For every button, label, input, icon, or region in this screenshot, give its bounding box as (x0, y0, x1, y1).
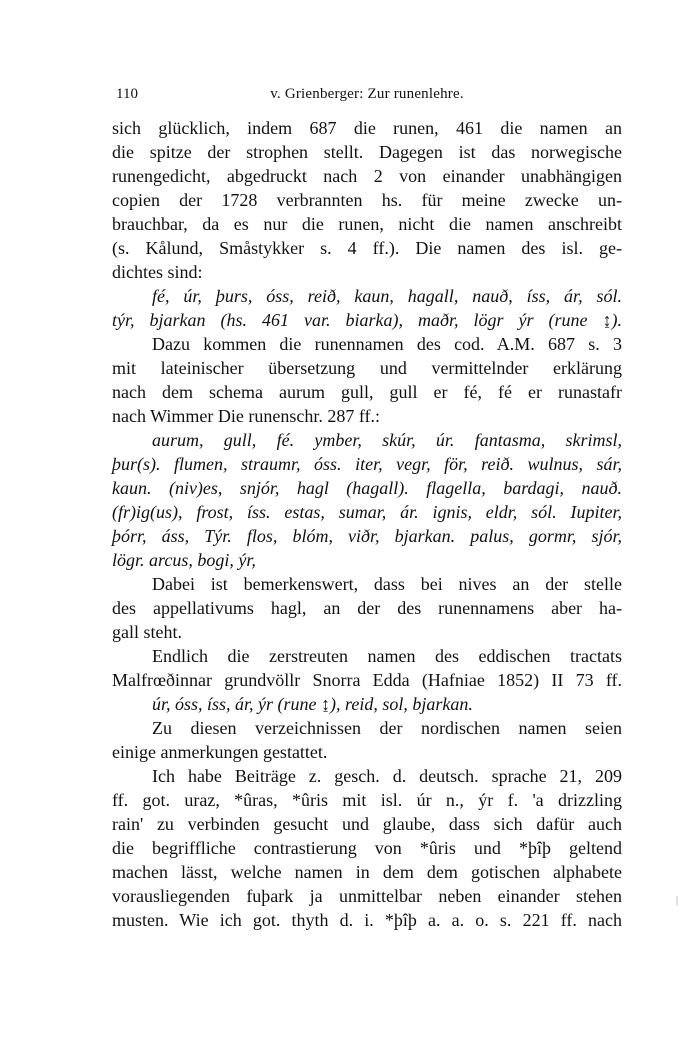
text-line: einige anmerkungen gestattet. (112, 742, 328, 762)
text-line: Zu diesen verzeichnissen der nordischen namen seien (152, 718, 622, 738)
text-line: ff. got. uraz, *ûras, *ûris mit isl. úr n., ýr f. 'a drizzling (112, 790, 622, 810)
text-line: Malfrœðinnar grundvöllr Snorra Edda (Hafniae 1852) II 73 ff. (112, 670, 622, 690)
text-line: (s. Kålund, Småstykker s. 4 ff.). Die namen des isl. ge- (112, 238, 622, 258)
text-line: gall steht. (112, 622, 182, 642)
text-line: þur(s). flumen, straumr, óss. iter, vegr, för, reið. wulnus, sár, (112, 454, 622, 474)
text-line: Endlich die zerstreuten namen des eddischen tractats (152, 646, 622, 666)
body-text (112, 116, 622, 932)
text-line: vorausliegenden fuþark ja unmittelbar neben einander stehen (112, 886, 622, 906)
text-line: (fr)ig(us), frost, íss. estas, sumar, ár. ignis, eldr, sól. Iupiter, (112, 502, 622, 522)
text-line: die spitze der strophen stellt. Dagegen ist das norwegische (112, 142, 622, 162)
text-line: sich glücklich, indem 687 die runen, 461 die namen an (112, 118, 622, 138)
text-line: kaun. (niv)es, snjór, hagl (hagall). flagella, bardagi, nauð. (112, 478, 622, 498)
page-header (112, 86, 622, 108)
page-number: 110 (116, 86, 138, 102)
margin-mark: | (676, 895, 679, 906)
text-line: brauchbar, da es nur die runen, nicht die namen anschreibt (112, 214, 622, 234)
text-line: runengedicht, abgedruckt nach 2 von einander unabhängigen (112, 166, 622, 186)
text-line: mit lateinischer übersetzung und vermittelnder erklärung (112, 358, 622, 378)
text-line: dichtes sind: (112, 262, 203, 282)
text-line: týr, bjarkan (hs. 461 var. biarka), maðr, lögr ýr (rune ↨). (112, 310, 622, 330)
text-line: Ich habe Beiträge z. gesch. d. deutsch. sprache 21, 209 (152, 766, 622, 786)
text-line: musten. Wie ich got. thyth d. i. *þîþ a. a. o. s. 221 ff. nach (112, 910, 622, 930)
text-line: machen lässt, welche namen in dem dem gotischen alphabete (112, 862, 622, 882)
text-line: die begriffliche contrastierung von *ûris und *þîþ geltend (112, 838, 622, 858)
text-line: nach Wimmer Die runenschr. 287 ff.: (112, 406, 381, 426)
text-line: Dabei ist bemerkenswert, dass bei nives an der stelle (152, 574, 622, 594)
text-line: úr, óss, íss, ár, ýr (rune ↨), reid, sol, bjarkan. (152, 694, 473, 714)
text-line: copien der 1728 verbrannten hs. für meine zwecke un- (112, 190, 622, 210)
text-line: aurum, gull, fé. ymber, skúr, úr. fantasma, skrimsl, (152, 430, 622, 450)
running-head: v. Grienberger: Zur runenlehre. (270, 86, 464, 102)
text-line: rain' zu verbinden gesucht und glaube, dass sich dafür auch (112, 814, 622, 834)
text-line: des appellativums hagl, an der des runennamens aber ha- (112, 598, 622, 618)
text-line: þórr, áss, Týr. flos, blóm, viðr, bjarkan. palus, gormr, sjór, (112, 526, 622, 546)
text-line: nach dem schema aurum gull, gull er fé, fé er runastafr (112, 382, 622, 402)
text-line: Dazu kommen die runennamen des cod. A.M. 687 s. 3 (152, 334, 622, 354)
text-line: lögr. arcus, bogi, ýr, (112, 550, 256, 570)
text-line: fé, úr, þurs, óss, reið, kaun, hagall, nauð, íss, ár, sól. (152, 286, 622, 306)
